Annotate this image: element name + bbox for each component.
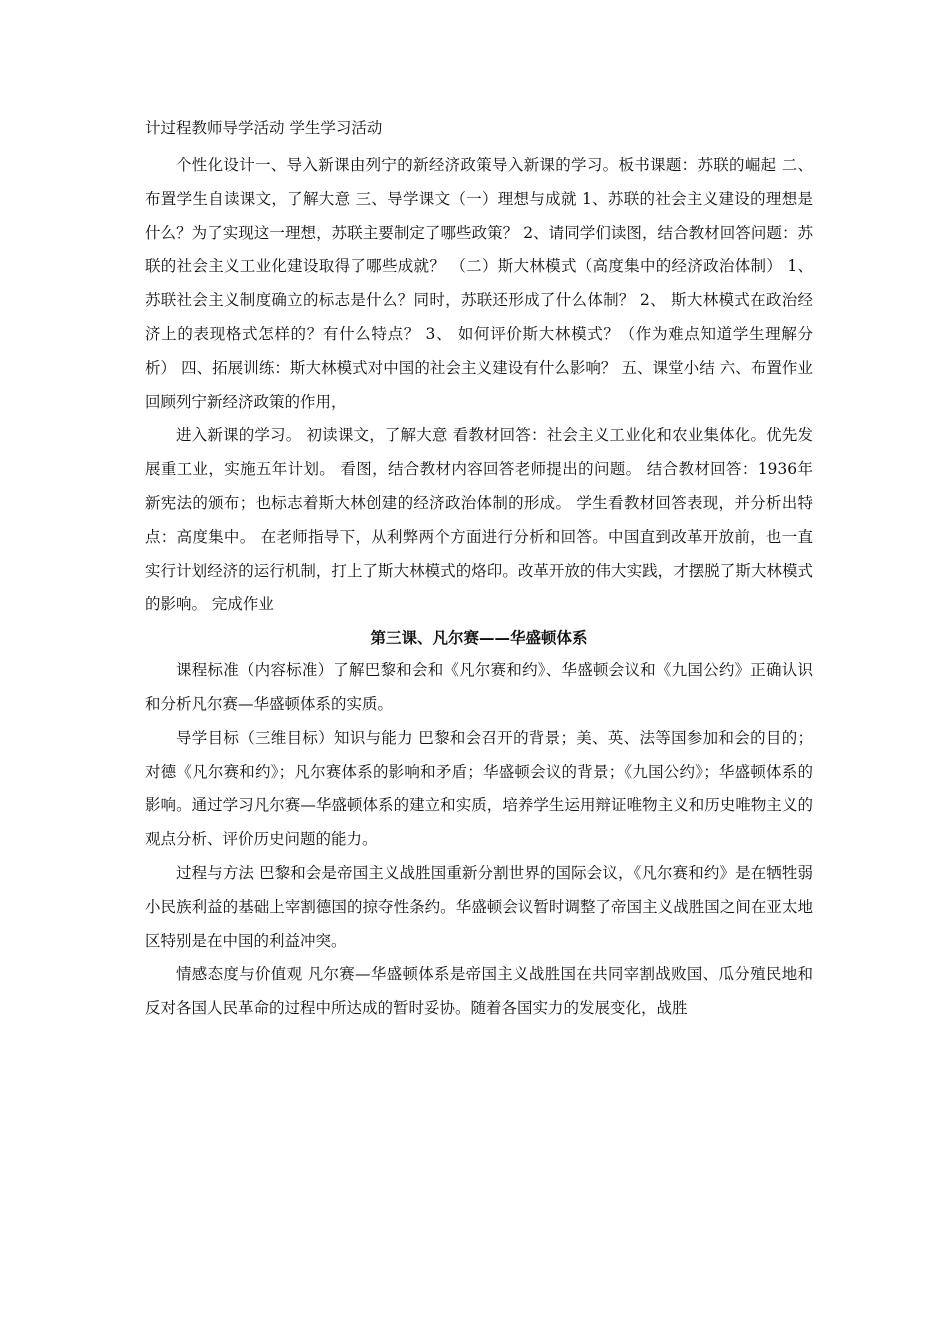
paragraph-values: 情感态度与价值观 凡尔赛—华盛顿体系是帝国主义战胜国在共同宰割战败国、瓜分殖民地和反对各国人民革命的过程中所达成的暂时妥协。随着各国实力的发展变化，战胜	[145, 965, 813, 1018]
header-line: 计过程教师导学活动 学生学习活动	[145, 119, 383, 137]
lesson-title: 第三课、凡尔赛——华盛顿体系	[370, 629, 588, 648]
paragraph-process-method: 过程与方法 巴黎和会是帝国主义战胜国重新分割世界的国际会议，《凡尔赛和约》是在牺牲弱小民族利益的基础上宰割德国的掠夺性条约。华盛顿会议暂时调整了帝国主义战胜国之间在亚太地区特别是在中国的利益冲突。	[145, 863, 813, 950]
paragraph-student-activities: 进入新课的学习。 初读课文，了解大意 看教材回答：社会主义工业化和农业集体化。优先发展重工业，实施五年计划。 看图，结合教材内容回答老师提出的问题。 结合教材回答：1936年新宪法的颁布；也标志着斯大林创建的经济政治体制的形成。 学生看教材回答表现，并分析出特点：高度集中。 在老师指导下，从利弊两个方面进行分析和回答。中国直到改革开放前，也一直实行计划经济的运行机制，打上了斯大林模式的烙印。改革开放的伟大实践，才摆脱了斯大林模式的影响。 完成作业	[145, 426, 813, 614]
document-page	[145, 118, 813, 1026]
spacer	[145, 138, 813, 149]
paragraph-curriculum-standard: 课程标准（内容标准）了解巴黎和会和《凡尔赛和约》、华盛顿会议和《九国公约》正确认识和分析凡尔赛—华盛顿体系的实质。	[145, 661, 813, 713]
paragraph-learning-goals: 导学目标（三维目标）知识与能力 巴黎和会召开的背景；美、英、法等国参加和会的目的；对德《凡尔赛和约》；凡尔赛体系的影响和矛盾；华盛顿会议的背景；《九国公约》；华盛顿体系的影响。通过学习凡尔赛—华盛顿体系的建立和实质，培养学生运用辩证唯物主义和历史唯物主义的观点分析、评价历史问题的能力。	[145, 728, 813, 849]
paragraph-lesson-design: 个性化设计一、导入新课由列宁的新经济政策导入新课的学习。板书课题：苏联的崛起 二、布置学生自读课文，了解大意 三、导学课文（一）理想与成就 1、苏联的社会主义建设的理想是什么？为了实现这一理想，苏联主要制定了哪些政策？ 2、请同学们读图，结合教材回答问题：苏联的社会主义工业化建设取得了哪些成就？ （二）斯大林模式（高度集中的经济政治体制） 1、 苏联社会主义制度确立的标志是什么？同时，苏联还形成了什么体制？ 2、 斯大林模式在政治经济上的表现格式怎样的？有什么特点？ 3、 如何评价斯大林模式？（作为难点知道学生理解分析） 四、拓展训练：斯大林模式对中国的社会主义建设有什么影响？ 五、课堂小结 六、布置作业 回顾列宁新经济政策的作用，	[145, 156, 813, 411]
